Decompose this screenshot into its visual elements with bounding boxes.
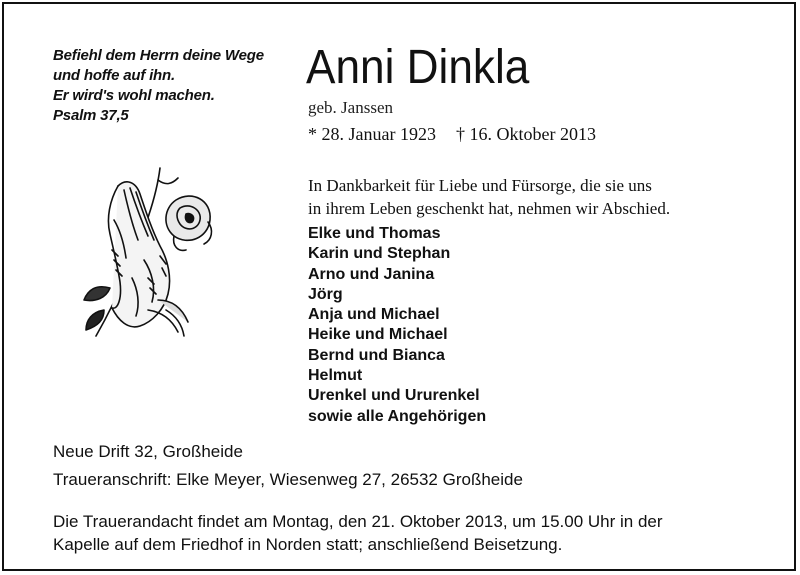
- bible-verse: [53, 46, 264, 126]
- verse-line: Befiehl dem Herrn deine Wege: [53, 47, 264, 64]
- verse-line: Er wird's wohl machen.: [53, 87, 215, 104]
- service-info: [53, 510, 663, 556]
- birth-name: geb. Janssen: [308, 98, 393, 117]
- deceased-name: Anni Dinkla: [306, 41, 530, 94]
- family-member: Helmut: [308, 367, 363, 385]
- service-line: Kapelle auf dem Friedhof in Norden statt; anschließend Beisetzung.: [53, 535, 563, 554]
- thanks-line: In Dankbarkeit für Liebe und Fürsorge, die sie uns: [308, 176, 652, 195]
- family-member: Urenkel und Ururenkel: [308, 387, 480, 405]
- birth-date: * 28. Januar 1923: [308, 124, 436, 144]
- family-list: [308, 224, 486, 427]
- family-member: Elke und Thomas: [308, 225, 441, 242]
- family-member: Karin und Stephan: [308, 245, 451, 263]
- service-line: Die Trauerandacht findet am Montag, den 21. Oktober 2013, um 15.00 Uhr in der: [53, 512, 663, 531]
- death-date: † 16. Oktober 2013: [455, 124, 596, 144]
- thanks-line: in ihrem Leben geschenkt hat, nehmen wir Abschied.: [308, 199, 671, 218]
- mourning-address: Traueranschrift: Elke Meyer, Wiesenweg 27, 26532 Großheide: [53, 470, 523, 489]
- thanks-text: [308, 174, 748, 220]
- family-member: Arno und Janina: [308, 265, 435, 283]
- verse-line: und hoffe auf ihn.: [53, 67, 175, 84]
- family-member: Heike und Michael: [308, 326, 448, 344]
- residence-address: Neue Drift 32, Großheide: [53, 442, 243, 461]
- family-member: Jörg: [308, 285, 343, 303]
- life-dates: [308, 124, 596, 145]
- family-member: sowie alle Angehörigen: [308, 407, 487, 425]
- family-member: Anja und Michael: [308, 306, 440, 324]
- family-member: Bernd und Bianca: [308, 346, 445, 364]
- praying-hands-rose-icon: [48, 160, 228, 340]
- verse-reference: Psalm 37,5: [53, 107, 129, 124]
